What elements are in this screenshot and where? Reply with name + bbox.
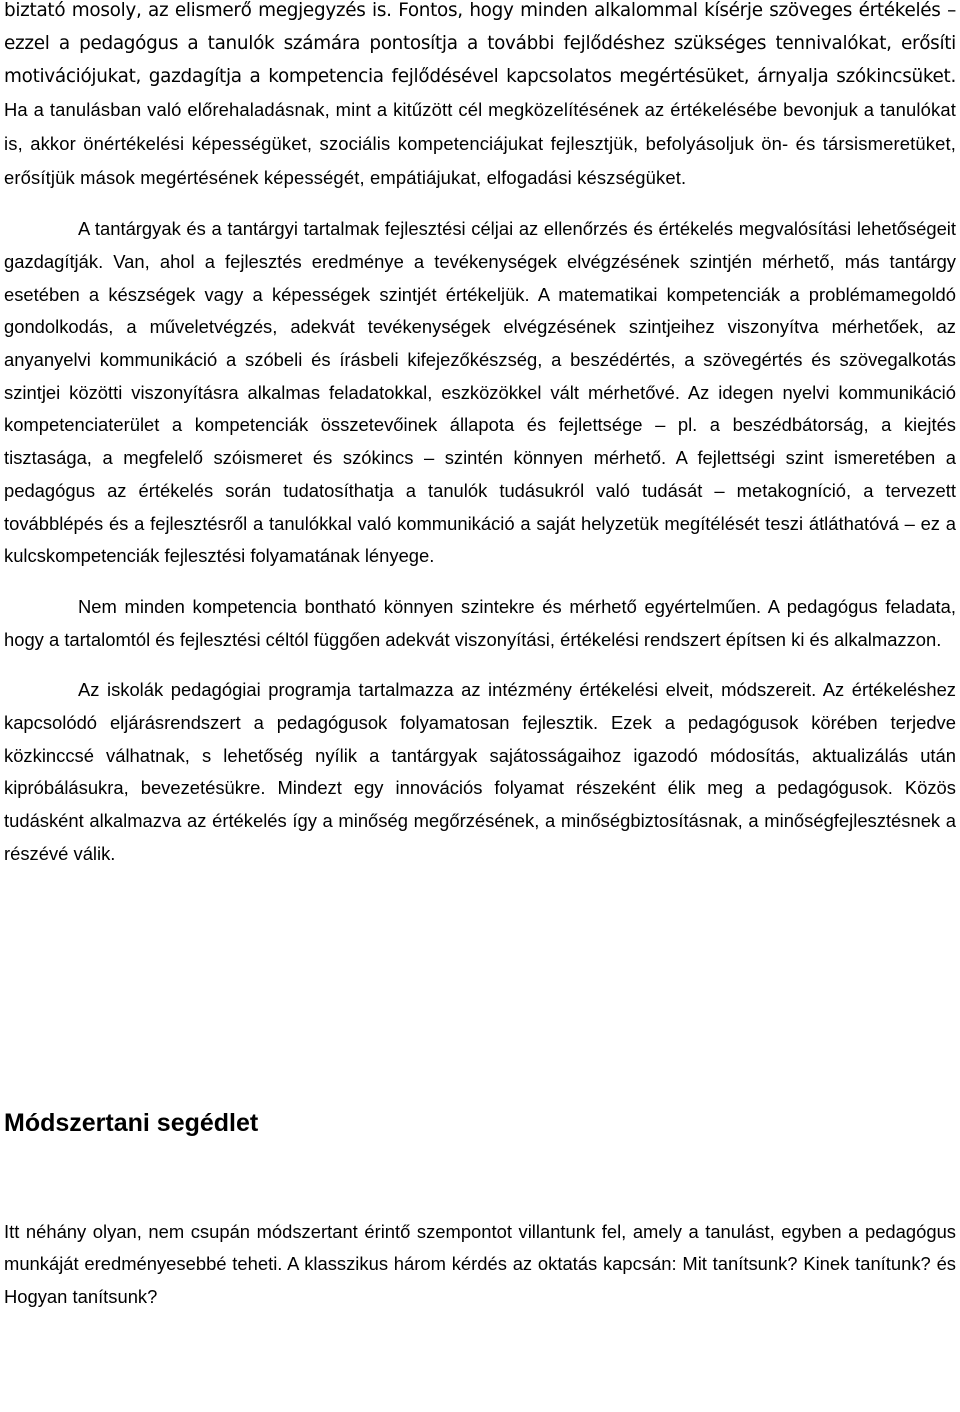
spacer [4, 1139, 956, 1216]
spacer [4, 656, 956, 674]
document-page [4, 0, 956, 1314]
paragraph-competence-levels: Nem minden kompetencia bontható könnyen szintekre és mérhető egyértelműen. A pedagógus feladata, hogy a tartalomtól és fejlesztési céltól függően adekvát viszonyítási, értékelési rendszert építsen ki és alkalmazzon. [4, 595, 956, 650]
spacer [4, 871, 956, 1107]
paragraph-assessment-feedback-part2: Ha a tanulásban való előrehaladásnak, mint a kitűzött cél megközelítésének az értékelésébe bevonjuk a tanulókat is, akkor önértékelési képességüket, szociális kompetenciájukat fejlesztjük, befolyásoljuk ön- és társismeretüket, erősítjük mások megértésének képességét, empátiájukat, elfogadási készségüket. [4, 99, 956, 188]
paragraph-assessment-feedback-part1: biztató mosoly, az elismerő megjegyzés is. Fontos, hogy minden alkalommal kísérje szöveges értékelés – ezzel a pedagógus a tanulók számára pontosítja a további fejlődéshez szükséges tennivalókat, erősíti motivációjukat, gazdagítja a kompetencia fejlődésével kapcsolatos megértésüket, árnyalja szókincsüket. [4, 0, 956, 88]
section-heading: Módszertani segédlet [4, 1108, 259, 1137]
paragraph-school-program: Az iskolák pedagógiai programja tartalmazza az intézmény értékelési elveit, módszereit. Az értékeléshez kapcsolódó eljárásrendszert a pedagógusok folyamatosan fejlesztik. Ezek a pedagógusok körében terjedve közkinccsé válhatnak, s lehetőség nyílik a tantárgyak sajátosságaihoz igazodó módosítás, aktualizálás után kipróbálásukra, bevezetésükre. Mindezt egy innovációs folyamat részeként élik meg a pedagógusok. Közös tudásként alkalmazva az értékelés így a minőség megőrzésének, a minőségbiztosításnak, a minőségfejlesztésnek a részévé válik. [4, 679, 956, 864]
paragraph-assessment-feedback [4, 0, 956, 195]
paragraph-methodology-intro: Itt néhány olyan, nem csupán módszertant érintő szempontot villantunk fel, amely a tanulást, egyben a pedagógus munkáját eredményesebbé teheti. A klasszikus három kérdés az oktatás kapcsán: Mit tanítsunk? Kinek tanítunk? és Hogyan tanítsunk? [4, 1220, 956, 1307]
spacer [4, 573, 956, 591]
spacer [4, 195, 956, 213]
paragraph-subject-development: A tantárgyak és a tantárgyi tartalmak fejlesztési céljai az ellenőrzés és értékelés megvalósítási lehetőségeit gazdagítják. Van, ahol a fejlesztés eredménye a tevékenységek elvégzésének szintjén mérhető, más tantárgy esetében a készségek vagy a képességek szintjét értékeljük. A matematikai kompetenciák a problémamegoldó gondolkodás, a műveletvégzés, adekvát tevékenységek elvégzésének szintjeihez viszonyítva mérhetőek, az anyanyelvi kommunikáció a szóbeli és írásbeli kifejezőkészség, a beszédértés, a szövegértés és szövegalkotás szintjei közötti viszonyításra alkalmas feladatokkal, eszközökkel vált mérhetővé. Az idegen nyelvi kommunikáció kompetenciaterület a kompetenciák összetevőinek állapota és fejlettsége – pl. a beszédbátorság, a kiejtés tisztasága, a megfelelő szóismeret és szókincs – szintén könnyen mérhető. A fejlettségi szint ismeretében a pedagógus az értékelés során tudatosíthatja a tanulók tudásukról való tudását – metakogníció, a tervezett továbblépés és a fejlesztésről a tanulókkal való kommunikáció a saját helyzetük megítélését teszi átláthatóvá – ez a kulcskompetenciák fejlesztési folyamatának lényege. [4, 218, 956, 567]
